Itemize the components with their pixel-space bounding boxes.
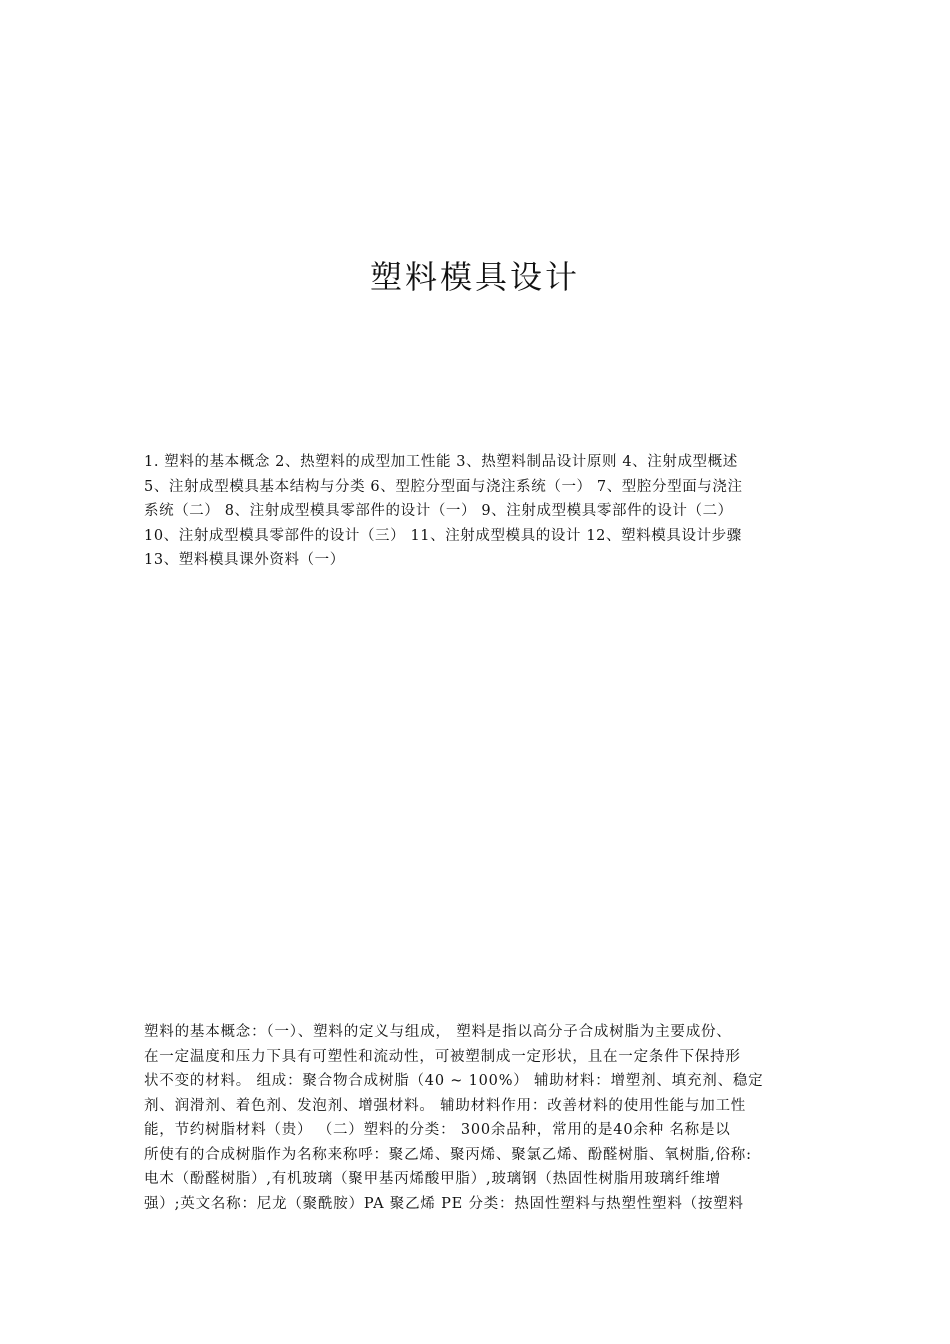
body-line: 强）;英文名称：尼龙（聚酰胺）PA 聚乙烯 PE 分类：热固性塑料与热塑性塑料（按塑料 (144, 1195, 744, 1212)
toc-line: 10、注射成型模具零部件的设计（三） 11、注射成型模具的设计 12、塑料模具设计步骤 (144, 527, 742, 544)
toc-line: 13、塑料模具课外资料（一） (144, 552, 345, 568)
body-line: 所使有的合成树脂作为名称来称呼：聚乙烯、聚丙烯、聚氯乙烯、酚醛树脂、氧树脂,俗称: (144, 1146, 752, 1163)
body-line: 在一定温度和压力下具有可塑性和流动性，可被塑制成一定形状，且在一定条件下保持形 (144, 1048, 741, 1065)
toc-line: 5、注射成型模具基本结构与分类 6、型腔分型面与浇注系统（一） 7、型腔分型面与浇注 (144, 478, 743, 495)
body-line: 电木（酚醛树脂）,有机玻璃（聚甲基丙烯酸甲脂）,玻璃钢（热固性树脂用玻璃纤维增 (144, 1171, 721, 1187)
document-title: 塑料模具设计 (369, 258, 580, 296)
body-line: 能，节约树脂材料（贵） （二）塑料的分类： 300余品种，常用的是40余种 名称是以 (144, 1122, 731, 1138)
toc-line: 系统（二） 8、注射成型模具零部件的设计（一） 9、注射成型模具零部件的设计（二） (144, 503, 733, 519)
body-line: 状不变的材料。 组成：聚合物合成树脂（40 ~ 100%） 辅助材料：增塑剂、填充剂、稳定 (144, 1073, 764, 1089)
toc-line: 1. 塑料的基本概念 2、热塑料的成型加工性能 3、热塑料制品设计原则 4、注射成型概述 (144, 454, 738, 470)
body-line: 剂、润滑剂、着色剂、发泡剂、增强材料。 辅助材料作用：改善材料的使用性能与加工性 (144, 1097, 747, 1114)
body-text (144, 1020, 814, 1216)
body-line: 塑料的基本概念：（一）、塑料的定义与组成， 塑料是指以高分子合成树脂为主要成份、 (144, 1024, 732, 1040)
table-of-contents (144, 450, 814, 573)
